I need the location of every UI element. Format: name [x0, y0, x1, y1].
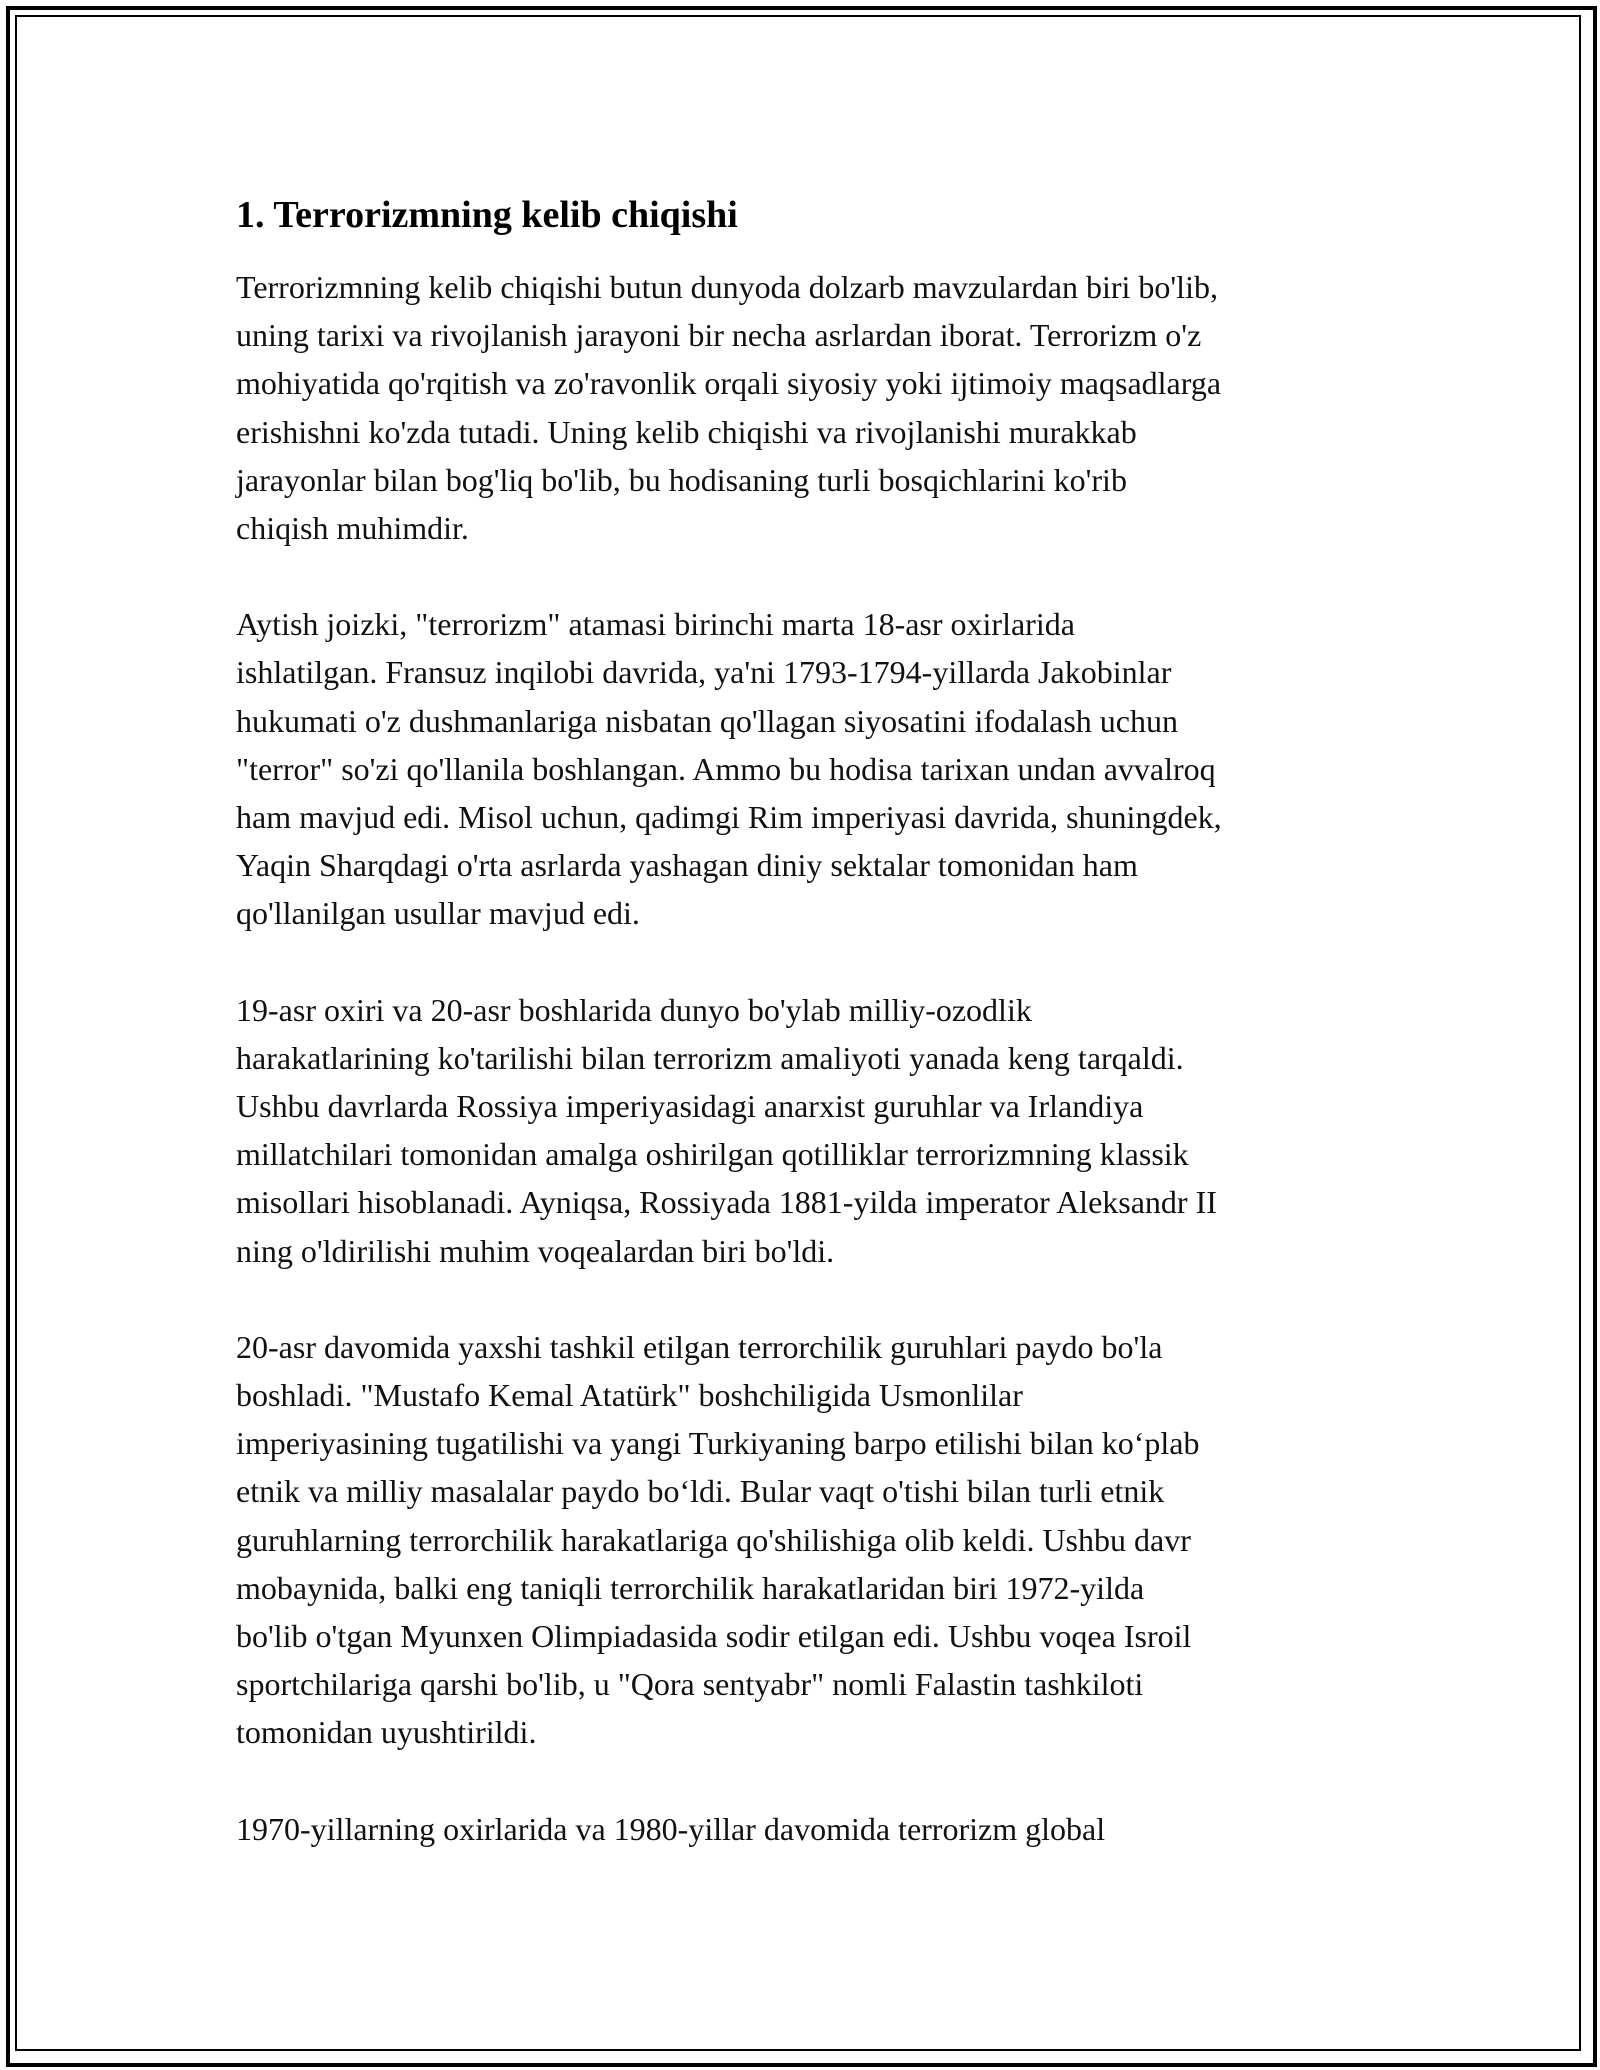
- document-body: [236, 185, 1386, 1901]
- paragraph-5: 1970-yillarning oxirlarida va 1980-yillar davomida terrorizm global: [236, 1810, 1106, 1847]
- paragraph-2: Aytish joizki, "terrorizm" atamasi birinchi marta 18-asr oxirlarida ishlatilgan. Fransuz inqilobi davrida, ya'ni 1793-1794-yillarda Jakobinlar hukumati o'z dushmanlariga nisbatan qo'llagan siyosatini ifodalash uchun "terror" so'zi qo'llanila boshlangan. Ammo bu hodisa tarixan undan avvalroq ham mavjud edi. Misol uchun, qadimgi Rim imperiyasi davrida, shuningdek, Yaqin Sharqdagi o'rta asrlarda yashagan diniy sektalar tomonidan ham qo'llanilgan usullar mavjud edi.: [236, 606, 1222, 932]
- paragraph-4: 20-asr davomida yaxshi tashkil etilgan terrorchilik guruhlari paydo bo'la boshladi. "Mustafo Kemal Atatürk" boshchiligida Usmonlilar imperiyasining tugatilishi va yangi Turkiyaning barpo etilishi bilan ko‘plab etnik va milliy masalalar paydo bo‘ldi. Bular vaqt o'tishi bilan turli etnik guruhlarning terrorchilik harakatlariga qo'shilishiga olib keldi. Ushbu davr mobaynida, balki eng taniqli terrorchilik harakatlaridan biri 1972-yilda bo'lib o'tgan Myunxen Olimpiadasida sodir etilgan edi. Ushbu voqea Isroil sportchilariga qarshi bo'lib, u "Qora sentyabr" nomli Falastin tashkiloti tomonidan uyushtirildi.: [236, 1328, 1200, 1751]
- section-heading: 1. Terrorizmning kelib chiqishi: [236, 194, 738, 236]
- paragraph-3: 19-asr oxiri va 20-asr boshlarida dunyo bo'ylab milliy-ozodlik harakatlarining ko'tarilishi bilan terrorizm amaliyoti yanada keng tarqaldi. Ushbu davrlarda Rossiya imperiyasidagi anarxist guruhlar va Irlandiya millatchilari tomonidan amalga oshirilgan qotilliklar terrorizmning klassik misollari hisoblanadi. Ayniqsa, Rossiyada 1881-yilda imperator Aleksandr II ning o'ldirilishi muhim voqealardan biri bo'ldi.: [236, 991, 1217, 1269]
- paragraph-1: Terrorizmning kelib chiqishi butun dunyoda dolzarb mavzulardan biri bo'lib, uning tarixi va rivojlanish jarayoni bir necha asrlardan iborat. Terrorizm o'z mohiyatida qo'rqitish va zo'ravonlik orqali siyosiy yoki ijtimoiy maqsadlarga erishishni ko'zda tutadi. Uning kelib chiqishi va rivojlanishi murakkab jarayonlar bilan bog'liq bo'lib, bu hodisaning turli bosqichlarini ko'rib chiqish muhimdir.: [236, 269, 1222, 547]
